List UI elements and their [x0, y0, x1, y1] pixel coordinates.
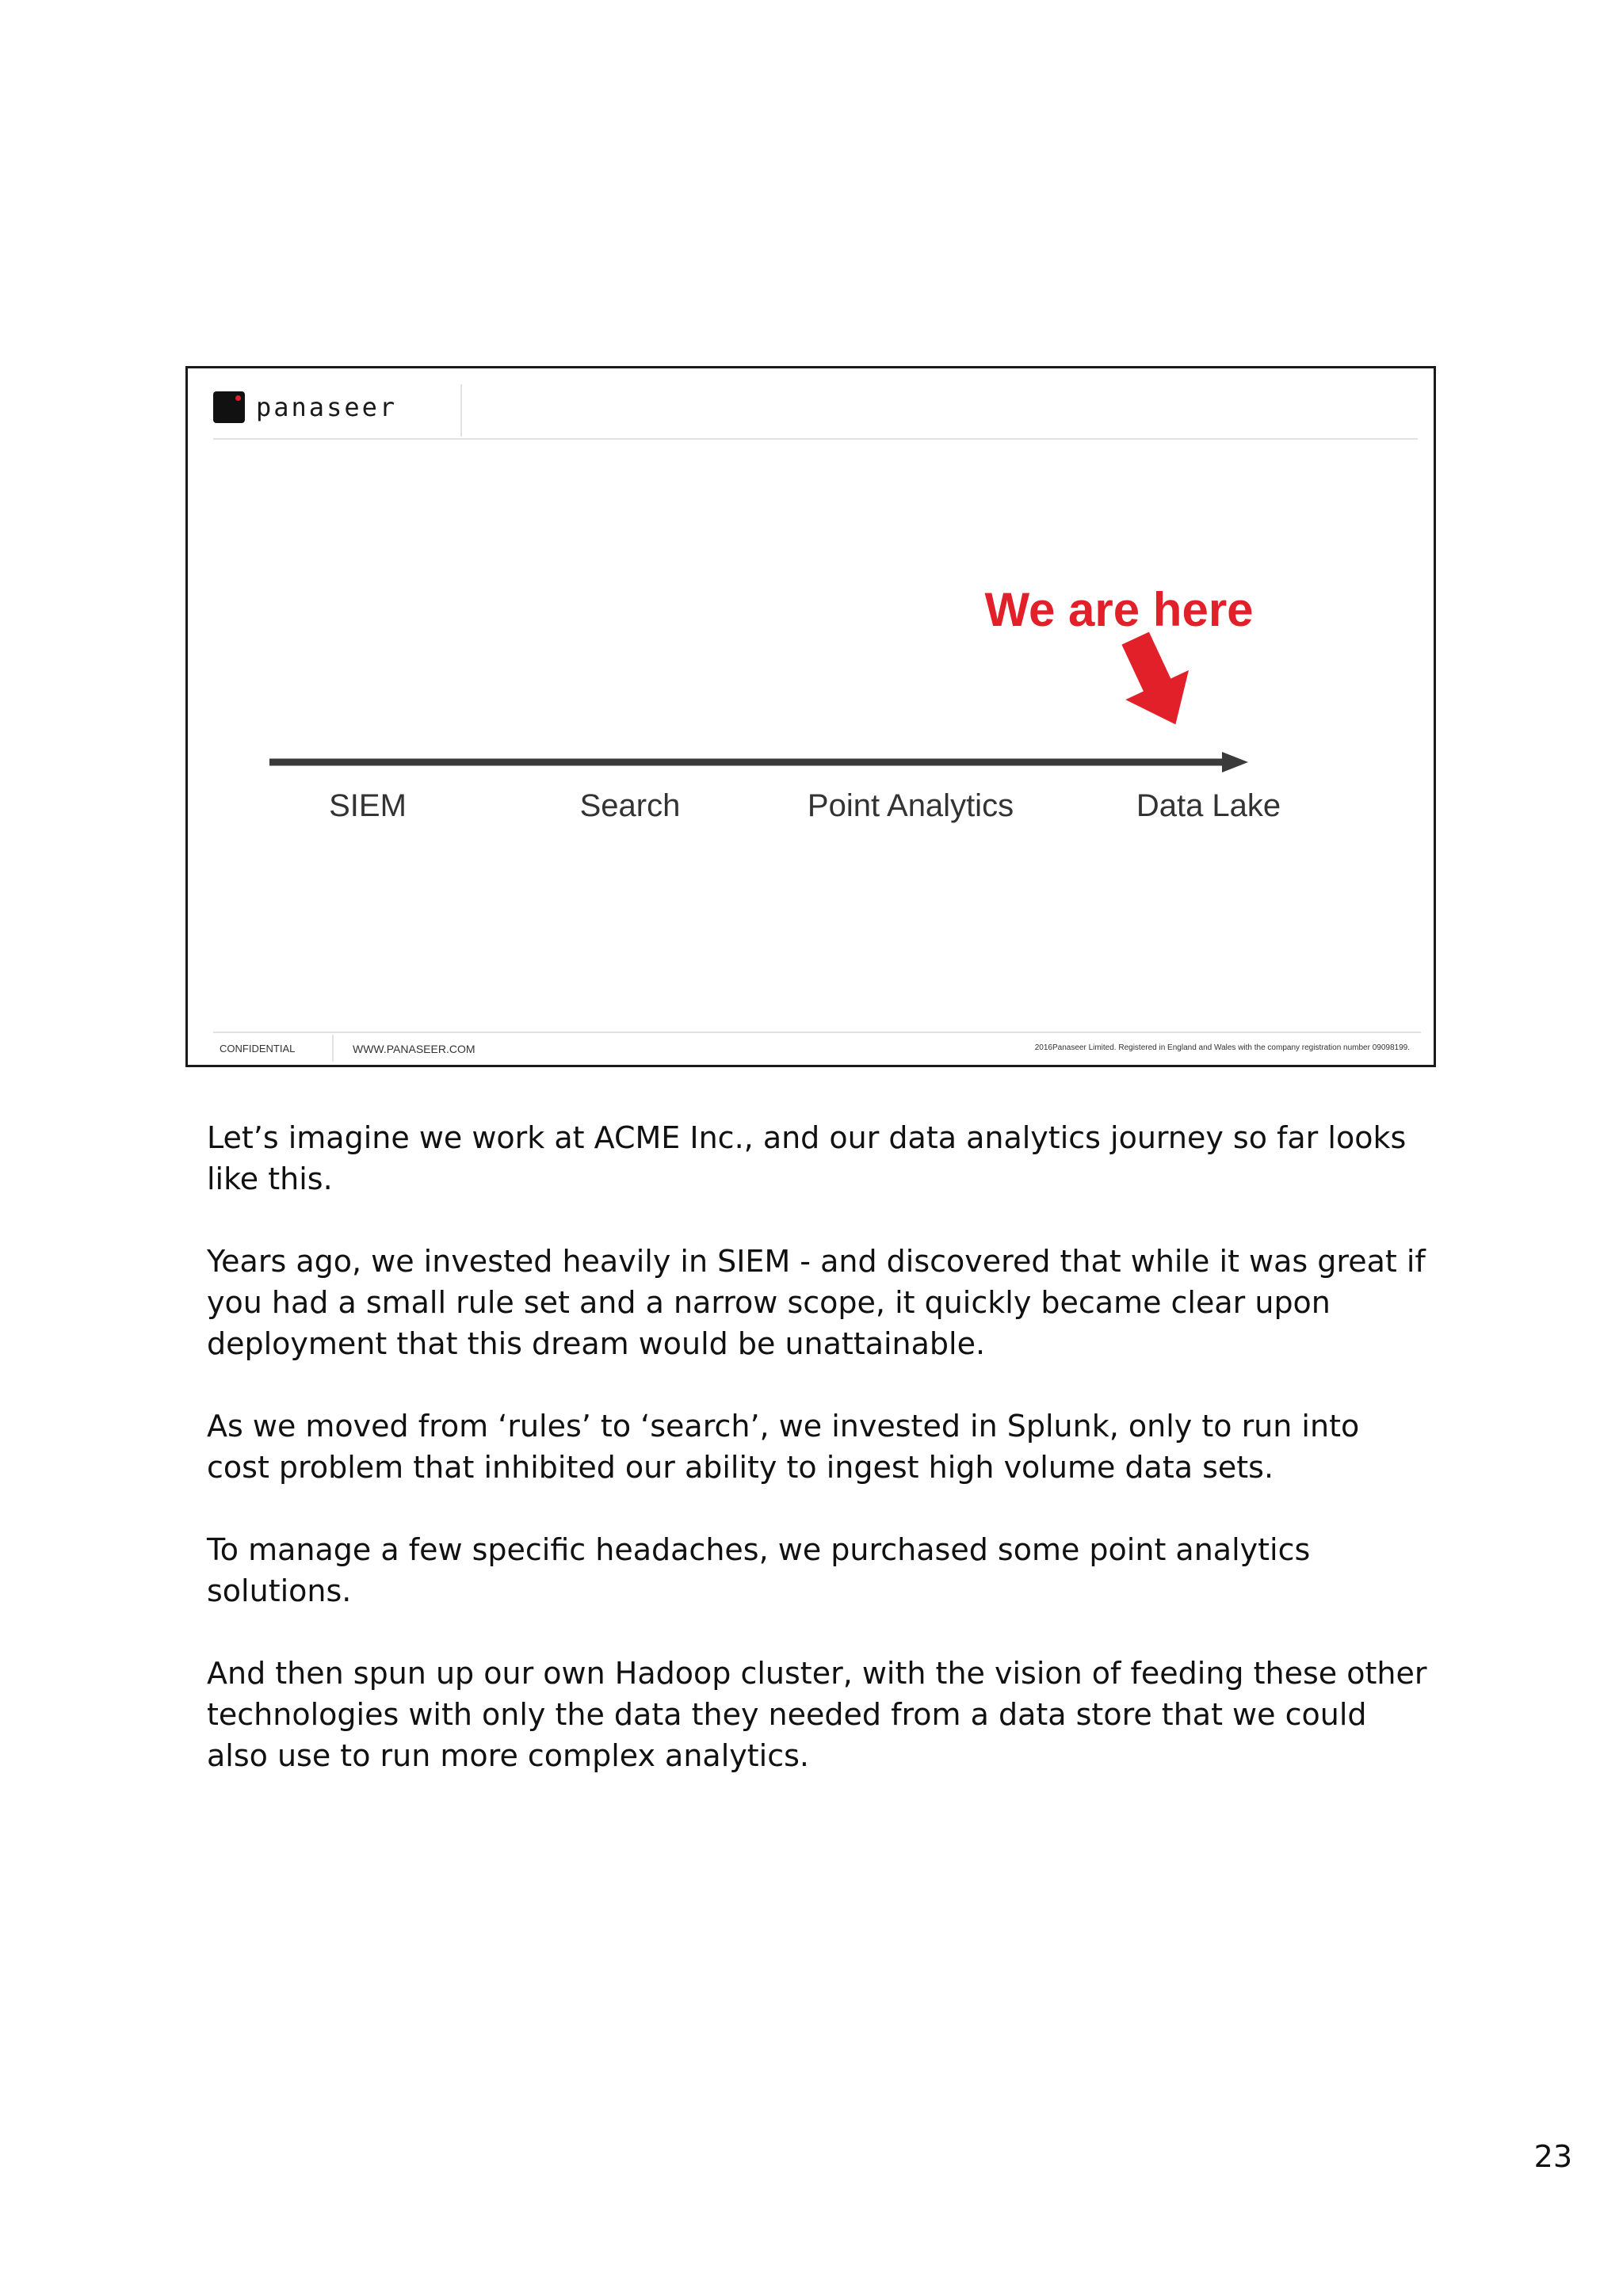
footer-copyright: 2016Panaseer Limited. Registered in England and Wales with the company registration number 09098199. [1034, 1043, 1410, 1052]
timeline-arrow-icon [1222, 752, 1248, 772]
stage-search: Search [579, 788, 681, 823]
notes-paragraph: Let’s imagine we work at ACME Inc., and our data analytics journey so far looks like this. [207, 1120, 1407, 1196]
footer-divider [332, 1035, 334, 1062]
footer-confidential: CONFIDENTIAL [220, 1043, 296, 1055]
notes-paragraph: Years ago, we invested heavily in SIEM - and discovered that while it was great if you had a small rule set and a narrow scope, it quickly became clear upon deployment that this dream would be unattainable. [207, 1244, 1426, 1361]
page-number: 23 [1533, 2139, 1572, 2174]
stage-data-lake: Data Lake [1136, 788, 1281, 823]
slide-frame [185, 366, 1436, 1067]
slide-footer [213, 1032, 1421, 1062]
stage-siem: SIEM [329, 788, 407, 823]
we-are-here-label: We are here [984, 583, 1254, 636]
speaker-notes [207, 1117, 1427, 1817]
notes-paragraph: And then spun up our own Hadoop cluster, with the vision of feeding these other technologies with only the data they needed from a data store that we could also use to run more complex analytics. [207, 1656, 1427, 1773]
footer-website: WWW.PANASEER.COM [353, 1043, 475, 1055]
timeline-graphic [188, 368, 1434, 1065]
notes-paragraph: As we moved from ‘rules’ to ‘search’, we invested in Splunk, only to run into cost problem that inhibited our ability to ingest high volume data sets. [207, 1409, 1360, 1485]
down-arrow-icon [1104, 624, 1207, 739]
logo-text: panaseer [256, 392, 398, 422]
stage-point-analytics: Point Analytics [807, 788, 1014, 823]
notes-paragraph: To manage a few specific headaches, we purchased some point analytics solutions. [207, 1532, 1311, 1608]
